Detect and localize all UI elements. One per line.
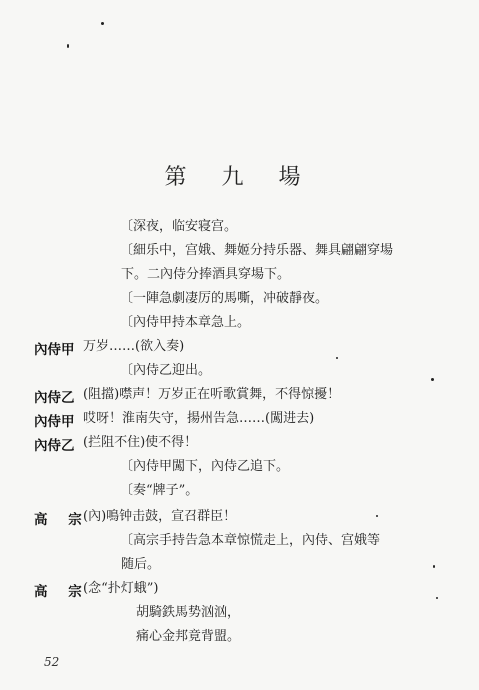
speaker-name: 高 宗	[34, 512, 90, 528]
scan-speck	[336, 357, 338, 359]
scan-speck	[67, 44, 69, 48]
speaker-name: 高 宗	[34, 584, 90, 600]
scan-speck	[431, 378, 434, 381]
stage-direction-continued: 随后。	[121, 557, 161, 572]
page-number: 52	[44, 655, 60, 669]
dialogue-line: (拦阻不住)使不得！	[83, 435, 198, 450]
stage-direction: 〔深夜，临安寝宫。	[120, 219, 238, 234]
verse-line: 胡騎鉄馬势汹汹，	[136, 605, 241, 620]
scan-speck	[433, 565, 435, 568]
stage-direction: 〔奏“牌子”。	[120, 483, 199, 498]
verse-line: 痛心金邦竟背盟。	[136, 629, 241, 644]
dialogue-line: (阻擋)噤声！万岁正在听歌賞舞，不得惊擾！	[83, 387, 341, 402]
stage-direction: 〔高宗手持告急本章惊慌走上，內侍、宫娥等	[120, 533, 381, 548]
stage-direction: 〔細乐中，宫娥、舞姬分持乐器、舞具翩翩穿場	[120, 243, 394, 258]
stage-direction: 〔內侍甲闖下，內侍乙追下。	[120, 459, 290, 474]
speaker-name: 內侍甲	[34, 342, 75, 358]
stage-direction: 〔內侍甲持本章急上。	[120, 315, 251, 330]
speaker-name: 內侍甲	[34, 414, 75, 430]
scan-speck	[376, 515, 378, 517]
scan-speck	[436, 597, 438, 599]
stage-direction-continued: 下。二內侍分捧酒具穿場下。	[121, 267, 291, 282]
speaker-name: 內侍乙	[34, 390, 75, 406]
speaker-name: 內侍乙	[34, 438, 75, 454]
scan-speck	[101, 22, 104, 25]
dialogue-line: (念“扑灯蛾”)	[83, 581, 159, 596]
dialogue-line: 万岁……(欲入奏)	[83, 339, 185, 354]
stage-direction: 〔內侍乙迎出。	[120, 363, 212, 378]
scene-title: 第 九 場	[164, 165, 315, 190]
stage-direction: 〔一陣急劇凄厉的馬嘶，冲破靜夜。	[120, 291, 329, 306]
dialogue-line: 哎呀！淮南失守，揚州告急……(闖进去)	[83, 411, 315, 426]
dialogue-line: (內)鳴钟击鼓，宣召群臣！	[83, 509, 237, 524]
